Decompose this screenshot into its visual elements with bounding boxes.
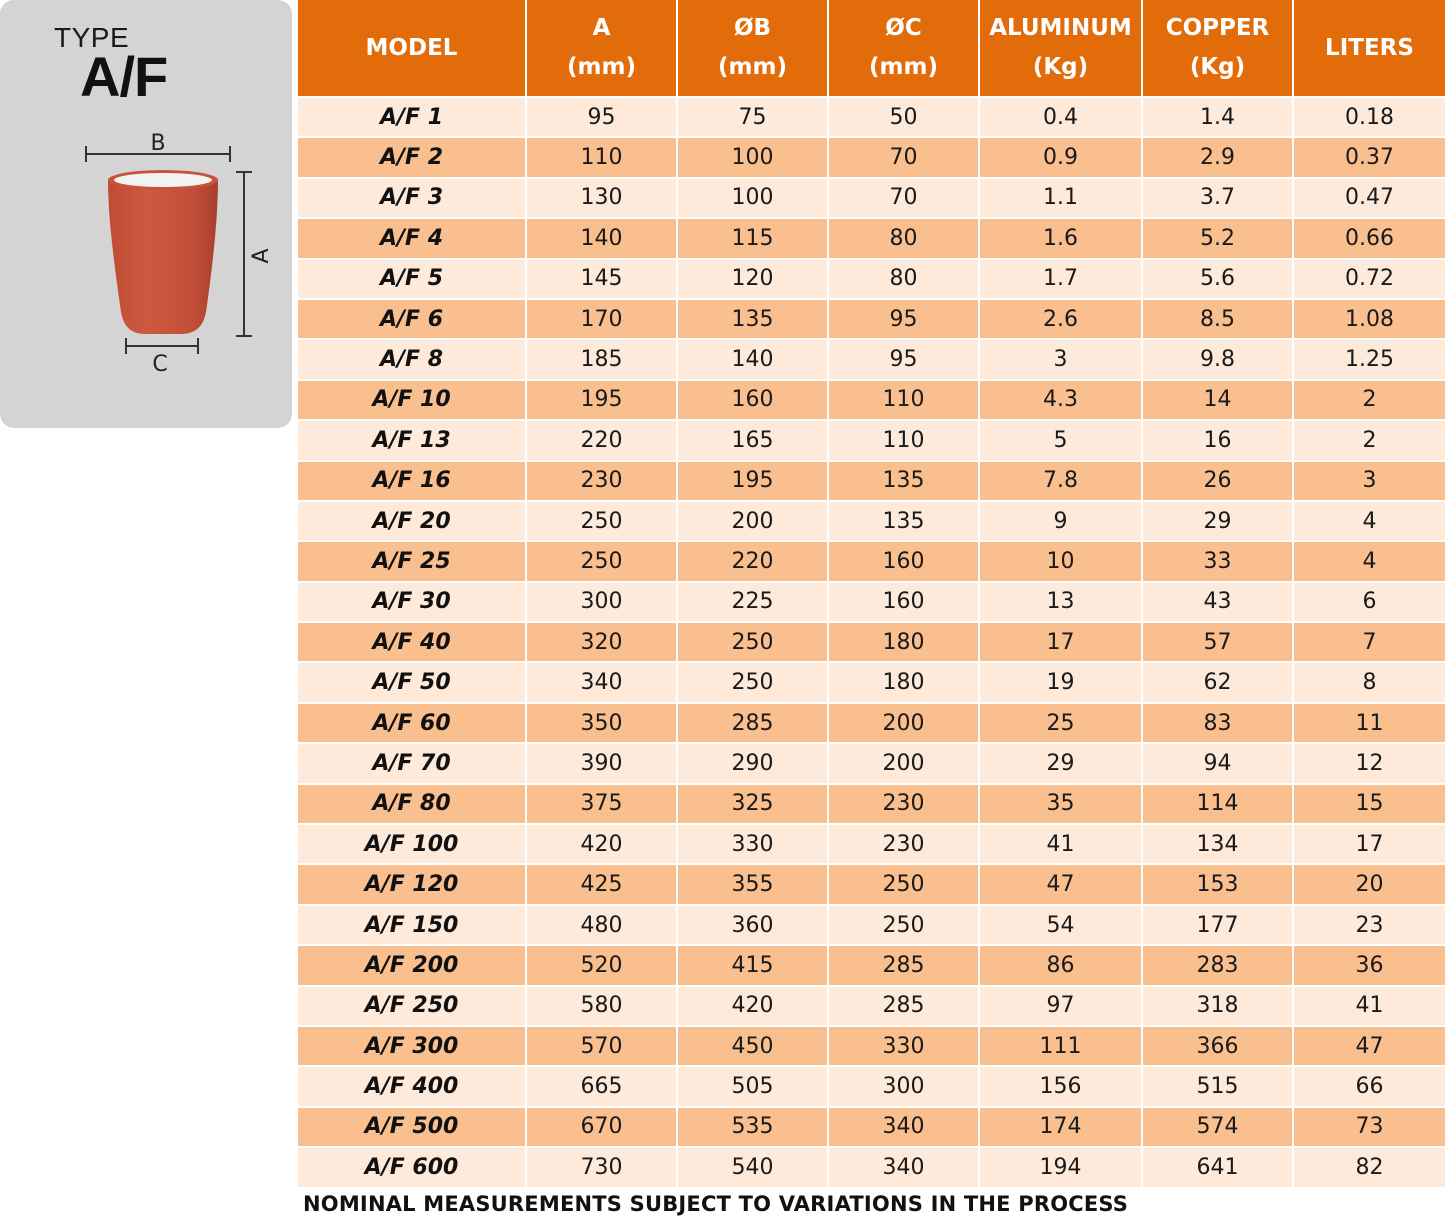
model-cell: A/F 20 (298, 501, 526, 541)
table-row (298, 1026, 1445, 1066)
model-cell: A/F 80 (298, 784, 526, 824)
liters-cell: 2 (1293, 380, 1445, 420)
c-diameter-cell: 230 (828, 784, 979, 824)
a-cell: 375 (526, 784, 677, 824)
model-cell: A/F 120 (298, 864, 526, 904)
model-cell: A/F 2 (298, 137, 526, 177)
dimension-c-label: C (152, 352, 168, 377)
copper-cell: 9.8 (1142, 339, 1293, 379)
aluminum-cell: 29 (979, 743, 1142, 783)
copper-cell: 57 (1142, 622, 1293, 662)
a-cell: 250 (526, 501, 677, 541)
a-cell: 730 (526, 1147, 677, 1187)
table-row (298, 420, 1445, 460)
copper-cell: 574 (1142, 1107, 1293, 1147)
model-cell: A/F 16 (298, 461, 526, 501)
table-row (298, 178, 1445, 218)
liters-cell: 3 (1293, 461, 1445, 501)
liters-cell: 7 (1293, 622, 1445, 662)
liters-cell: 4 (1293, 541, 1445, 581)
liters-cell: 0.37 (1293, 137, 1445, 177)
model-cell: A/F 40 (298, 622, 526, 662)
b-diameter-cell: 415 (677, 945, 828, 985)
model-cell: A/F 100 (298, 824, 526, 864)
table-row (298, 339, 1445, 379)
table-row (298, 259, 1445, 299)
model-cell: A/F 8 (298, 339, 526, 379)
header-liters: LITERS (1293, 0, 1445, 97)
a-cell: 300 (526, 582, 677, 622)
a-cell: 520 (526, 945, 677, 985)
c-diameter-cell: 70 (828, 178, 979, 218)
c-diameter-cell: 95 (828, 339, 979, 379)
b-diameter-cell: 325 (677, 784, 828, 824)
aluminum-cell: 97 (979, 986, 1142, 1026)
aluminum-cell: 3 (979, 339, 1142, 379)
aluminum-cell: 54 (979, 905, 1142, 945)
a-cell: 140 (526, 218, 677, 258)
header-b-diameter: ØB (mm) (677, 0, 828, 97)
model-cell: A/F 10 (298, 380, 526, 420)
aluminum-cell: 13 (979, 582, 1142, 622)
a-cell: 340 (526, 662, 677, 702)
dimension-b-label: B (150, 131, 166, 156)
c-diameter-cell: 250 (828, 864, 979, 904)
a-cell: 195 (526, 380, 677, 420)
c-diameter-cell: 200 (828, 743, 979, 783)
c-diameter-cell: 95 (828, 299, 979, 339)
b-diameter-cell: 225 (677, 582, 828, 622)
copper-cell: 2.9 (1142, 137, 1293, 177)
model-cell: A/F 400 (298, 1066, 526, 1106)
table-body (298, 97, 1445, 1188)
a-cell: 580 (526, 986, 677, 1026)
table-row (298, 743, 1445, 783)
liters-cell: 73 (1293, 1107, 1445, 1147)
copper-cell: 62 (1142, 662, 1293, 702)
liters-cell: 11 (1293, 703, 1445, 743)
b-diameter-cell: 165 (677, 420, 828, 460)
copper-cell: 641 (1142, 1147, 1293, 1187)
a-cell: 670 (526, 1107, 677, 1147)
header-model: MODEL (298, 0, 526, 97)
aluminum-cell: 25 (979, 703, 1142, 743)
aluminum-cell: 4.3 (979, 380, 1142, 420)
c-diameter-cell: 160 (828, 582, 979, 622)
b-diameter-cell: 135 (677, 299, 828, 339)
c-diameter-cell: 180 (828, 662, 979, 702)
b-diameter-cell: 100 (677, 137, 828, 177)
aluminum-cell: 86 (979, 945, 1142, 985)
c-diameter-cell: 200 (828, 703, 979, 743)
liters-cell: 2 (1293, 420, 1445, 460)
b-diameter-cell: 420 (677, 986, 828, 1026)
table-row (298, 622, 1445, 662)
liters-cell: 15 (1293, 784, 1445, 824)
model-cell: A/F 250 (298, 986, 526, 1026)
liters-cell: 6 (1293, 582, 1445, 622)
table-row (298, 986, 1445, 1026)
aluminum-cell: 1.6 (979, 218, 1142, 258)
aluminum-cell: 194 (979, 1147, 1142, 1187)
c-diameter-cell: 135 (828, 461, 979, 501)
table-row (298, 1107, 1445, 1147)
copper-cell: 177 (1142, 905, 1293, 945)
c-diameter-cell: 250 (828, 905, 979, 945)
table-row (298, 824, 1445, 864)
copper-cell: 114 (1142, 784, 1293, 824)
aluminum-cell: 47 (979, 864, 1142, 904)
model-cell: A/F 60 (298, 703, 526, 743)
model-cell: A/F 600 (298, 1147, 526, 1187)
table-row (298, 1147, 1445, 1187)
liters-cell: 82 (1293, 1147, 1445, 1187)
copper-cell: 14 (1142, 380, 1293, 420)
table-row (298, 582, 1445, 622)
b-diameter-cell: 140 (677, 339, 828, 379)
table-row (298, 501, 1445, 541)
table-row (298, 1066, 1445, 1106)
c-diameter-cell: 80 (828, 259, 979, 299)
liters-cell: 66 (1293, 1066, 1445, 1106)
liters-cell: 36 (1293, 945, 1445, 985)
a-cell: 185 (526, 339, 677, 379)
aluminum-cell: 1.1 (979, 178, 1142, 218)
b-diameter-cell: 75 (677, 97, 828, 137)
a-cell: 665 (526, 1066, 677, 1106)
model-cell: A/F 5 (298, 259, 526, 299)
b-diameter-cell: 120 (677, 259, 828, 299)
a-cell: 250 (526, 541, 677, 581)
model-cell: A/F 500 (298, 1107, 526, 1147)
aluminum-cell: 19 (979, 662, 1142, 702)
b-diameter-cell: 330 (677, 824, 828, 864)
b-diameter-cell: 115 (677, 218, 828, 258)
aluminum-cell: 35 (979, 784, 1142, 824)
liters-cell: 17 (1293, 824, 1445, 864)
aluminum-cell: 156 (979, 1066, 1142, 1106)
model-cell: A/F 3 (298, 178, 526, 218)
aluminum-cell: 174 (979, 1107, 1142, 1147)
c-diameter-cell: 180 (828, 622, 979, 662)
c-diameter-cell: 80 (828, 218, 979, 258)
copper-cell: 8.5 (1142, 299, 1293, 339)
a-cell: 230 (526, 461, 677, 501)
copper-cell: 43 (1142, 582, 1293, 622)
liters-cell: 12 (1293, 743, 1445, 783)
c-diameter-cell: 160 (828, 541, 979, 581)
aluminum-cell: 41 (979, 824, 1142, 864)
b-diameter-cell: 540 (677, 1147, 828, 1187)
liters-cell: 1.08 (1293, 299, 1445, 339)
a-cell: 220 (526, 420, 677, 460)
a-cell: 130 (526, 178, 677, 218)
copper-cell: 283 (1142, 945, 1293, 985)
table-row (298, 864, 1445, 904)
liters-cell: 41 (1293, 986, 1445, 1026)
copper-cell: 83 (1142, 703, 1293, 743)
type-card (0, 0, 292, 428)
model-cell: A/F 4 (298, 218, 526, 258)
table-row (298, 662, 1445, 702)
table-row (298, 461, 1445, 501)
dimension-b (86, 131, 230, 162)
copper-cell: 94 (1142, 743, 1293, 783)
a-cell: 170 (526, 299, 677, 339)
b-diameter-cell: 250 (677, 622, 828, 662)
c-diameter-cell: 135 (828, 501, 979, 541)
a-cell: 480 (526, 905, 677, 945)
copper-cell: 515 (1142, 1066, 1293, 1106)
type-label: TYPE (54, 22, 130, 53)
header-copper: COPPER (Kg) (1142, 0, 1293, 97)
c-diameter-cell: 110 (828, 380, 979, 420)
a-cell: 110 (526, 137, 677, 177)
a-cell: 95 (526, 97, 677, 137)
a-cell: 425 (526, 864, 677, 904)
liters-cell: 1.25 (1293, 339, 1445, 379)
footnote: NOMINAL MEASUREMENTS SUBJECT TO VARIATIONS IN THE PROCESS (303, 1192, 1129, 1216)
aluminum-cell: 17 (979, 622, 1142, 662)
a-cell: 320 (526, 622, 677, 662)
b-diameter-cell: 360 (677, 905, 828, 945)
aluminum-cell: 9 (979, 501, 1142, 541)
liters-cell: 20 (1293, 864, 1445, 904)
model-cell: A/F 25 (298, 541, 526, 581)
table-row (298, 97, 1445, 137)
copper-cell: 153 (1142, 864, 1293, 904)
dimension-a (236, 172, 274, 336)
aluminum-cell: 0.4 (979, 97, 1142, 137)
table-row (298, 784, 1445, 824)
aluminum-cell: 0.9 (979, 137, 1142, 177)
table-row (298, 541, 1445, 581)
model-cell: A/F 200 (298, 945, 526, 985)
b-diameter-cell: 450 (677, 1026, 828, 1066)
copper-cell: 26 (1142, 461, 1293, 501)
table-row (298, 218, 1445, 258)
copper-cell: 5.2 (1142, 218, 1293, 258)
b-diameter-cell: 200 (677, 501, 828, 541)
a-cell: 145 (526, 259, 677, 299)
a-cell: 350 (526, 703, 677, 743)
b-diameter-cell: 535 (677, 1107, 828, 1147)
aluminum-cell: 10 (979, 541, 1142, 581)
c-diameter-cell: 330 (828, 1026, 979, 1066)
copper-cell: 134 (1142, 824, 1293, 864)
model-cell: A/F 50 (298, 662, 526, 702)
c-diameter-cell: 70 (828, 137, 979, 177)
model-cell: A/F 30 (298, 582, 526, 622)
crucible-icon (108, 170, 218, 334)
copper-cell: 33 (1142, 541, 1293, 581)
liters-cell: 0.47 (1293, 178, 1445, 218)
liters-cell: 8 (1293, 662, 1445, 702)
dimension-a-label: A (249, 248, 274, 264)
table-row (298, 380, 1445, 420)
copper-cell: 366 (1142, 1026, 1293, 1066)
c-diameter-cell: 300 (828, 1066, 979, 1106)
model-cell: A/F 150 (298, 905, 526, 945)
b-diameter-cell: 505 (677, 1066, 828, 1106)
copper-cell: 16 (1142, 420, 1293, 460)
a-cell: 420 (526, 824, 677, 864)
c-diameter-cell: 285 (828, 986, 979, 1026)
b-diameter-cell: 195 (677, 461, 828, 501)
b-diameter-cell: 160 (677, 380, 828, 420)
copper-cell: 3.7 (1142, 178, 1293, 218)
liters-cell: 47 (1293, 1026, 1445, 1066)
c-diameter-cell: 230 (828, 824, 979, 864)
liters-cell: 0.18 (1293, 97, 1445, 137)
a-cell: 570 (526, 1026, 677, 1066)
type-code: A/F (80, 45, 168, 108)
header-a: A (mm) (526, 0, 677, 97)
table-row (298, 905, 1445, 945)
b-diameter-cell: 355 (677, 864, 828, 904)
aluminum-cell: 111 (979, 1026, 1142, 1066)
model-cell: A/F 6 (298, 299, 526, 339)
table-row (298, 137, 1445, 177)
header-c-diameter: ØC (mm) (828, 0, 979, 97)
copper-cell: 1.4 (1142, 97, 1293, 137)
copper-cell: 5.6 (1142, 259, 1293, 299)
model-cell: A/F 300 (298, 1026, 526, 1066)
model-cell: A/F 13 (298, 420, 526, 460)
table-row (298, 299, 1445, 339)
crucible-diagram (0, 0, 292, 428)
copper-cell: 29 (1142, 501, 1293, 541)
c-diameter-cell: 285 (828, 945, 979, 985)
liters-cell: 0.72 (1293, 259, 1445, 299)
aluminum-cell: 2.6 (979, 299, 1142, 339)
b-diameter-cell: 285 (677, 703, 828, 743)
dimension-c (126, 338, 198, 377)
c-diameter-cell: 50 (828, 97, 979, 137)
crucible-spec-table (298, 0, 1445, 1189)
b-diameter-cell: 250 (677, 662, 828, 702)
aluminum-cell: 5 (979, 420, 1142, 460)
a-cell: 390 (526, 743, 677, 783)
c-diameter-cell: 340 (828, 1107, 979, 1147)
b-diameter-cell: 290 (677, 743, 828, 783)
table-header-row (298, 0, 1445, 97)
table-row (298, 703, 1445, 743)
b-diameter-cell: 100 (677, 178, 828, 218)
copper-cell: 318 (1142, 986, 1293, 1026)
c-diameter-cell: 340 (828, 1147, 979, 1187)
table-row (298, 945, 1445, 985)
header-aluminum: ALUMINUM (Kg) (979, 0, 1142, 97)
aluminum-cell: 1.7 (979, 259, 1142, 299)
model-cell: A/F 1 (298, 97, 526, 137)
liters-cell: 23 (1293, 905, 1445, 945)
model-cell: A/F 70 (298, 743, 526, 783)
liters-cell: 0.66 (1293, 218, 1445, 258)
liters-cell: 4 (1293, 501, 1445, 541)
c-diameter-cell: 110 (828, 420, 979, 460)
aluminum-cell: 7.8 (979, 461, 1142, 501)
b-diameter-cell: 220 (677, 541, 828, 581)
